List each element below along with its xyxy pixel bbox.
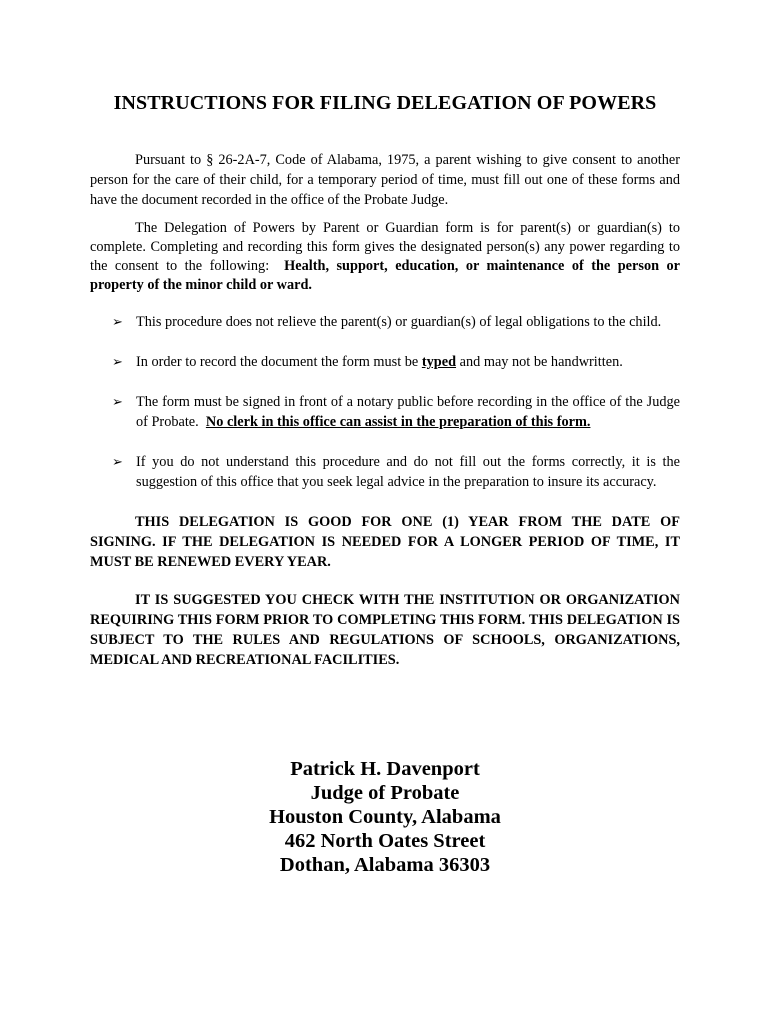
notice-one-year: THIS DELEGATION IS GOOD FOR ONE (1) YEAR FROM THE DATE OF SIGNING. IF THE DELEGATION IS NEEDED FOR A LONGER PERIOD OF TIME, IT MUST BE RENEWED EVERY YEAR.: [90, 514, 680, 570]
paragraph-statute: Pursuant to § 26-2A-7, Code of Alabama, 1975, a parent wishing to give consent to another person for the care of their child, for a temporary period of time, must fill out one of these forms and have the document recorded in the office of the Probate Judge.: [90, 152, 680, 208]
paragraph-delegation-bold: Health, support, education, or maintenance of the person or property of the minor child or ward.: [90, 258, 681, 293]
street-address: 462 North Oates Street: [284, 830, 486, 852]
document-title: INSTRUCTIONS FOR FILING DELEGATION OF POWERS: [113, 92, 657, 114]
county-name: Houston County, Alabama: [269, 806, 501, 828]
list-item: [90, 312, 680, 332]
bullet-notary-text: The form must be signed in front of a notary public before recording in the office of the Judge of Probate.: [136, 394, 680, 430]
notice-check-institution: IT IS SUGGESTED YOU CHECK WITH THE INSTITUTION OR ORGANIZATION REQUIRING THIS FORM PRIOR TO COMPLETING THIS FORM. THIS DELEGATION IS SUBJECT TO THE RULES AND REGULATIONS OF SCHOOLS, ORGANIZATIONS, MEDICAL AND RECREATIONAL FACILITIES.: [90, 592, 680, 668]
arrow-bullet-icon: ➢: [112, 454, 123, 469]
list-item: [90, 452, 680, 492]
bullet-typed-after: and may not be handwritten.: [459, 354, 623, 370]
arrow-bullet-icon: ➢: [112, 394, 123, 409]
paragraph-delegation-form: [90, 219, 680, 295]
judge-title: Judge of Probate: [310, 782, 460, 804]
paragraph-delegation-text: The Delegation of Powers by Parent or Guardian form is for parent(s) or guardian(s) to complete. Completing and recording this form gives the designated person(s) any power regarding to the consent to the following:: [90, 220, 680, 274]
arrow-bullet-icon: ➢: [112, 314, 123, 329]
list-item: [90, 392, 680, 432]
list-item: [90, 352, 680, 372]
judge-name: Patrick H. Davenport: [290, 758, 480, 780]
instructions-list: [90, 312, 680, 492]
city-state-zip: Dothan, Alabama 36303: [279, 854, 491, 876]
signature-block: [0, 757, 770, 877]
document-body: [90, 150, 680, 670]
arrow-bullet-icon: ➢: [112, 354, 123, 369]
bullet-notary-bold: No clerk in this office can assist in the preparation of this form.: [205, 414, 591, 430]
bullet-obligations-text: This procedure does not relieve the parent(s) or guardian(s) of legal obligations to the child.: [136, 314, 662, 330]
bullet-typed-emphasis: typed: [421, 354, 457, 370]
bullet-legal-advice-text: If you do not understand this procedure and do not fill out the forms correctly, it is the suggestion of this office that you seek legal advice in the preparation to insure its accuracy.: [136, 454, 680, 490]
bullet-typed-before: In order to record the document the form must be: [136, 354, 419, 370]
